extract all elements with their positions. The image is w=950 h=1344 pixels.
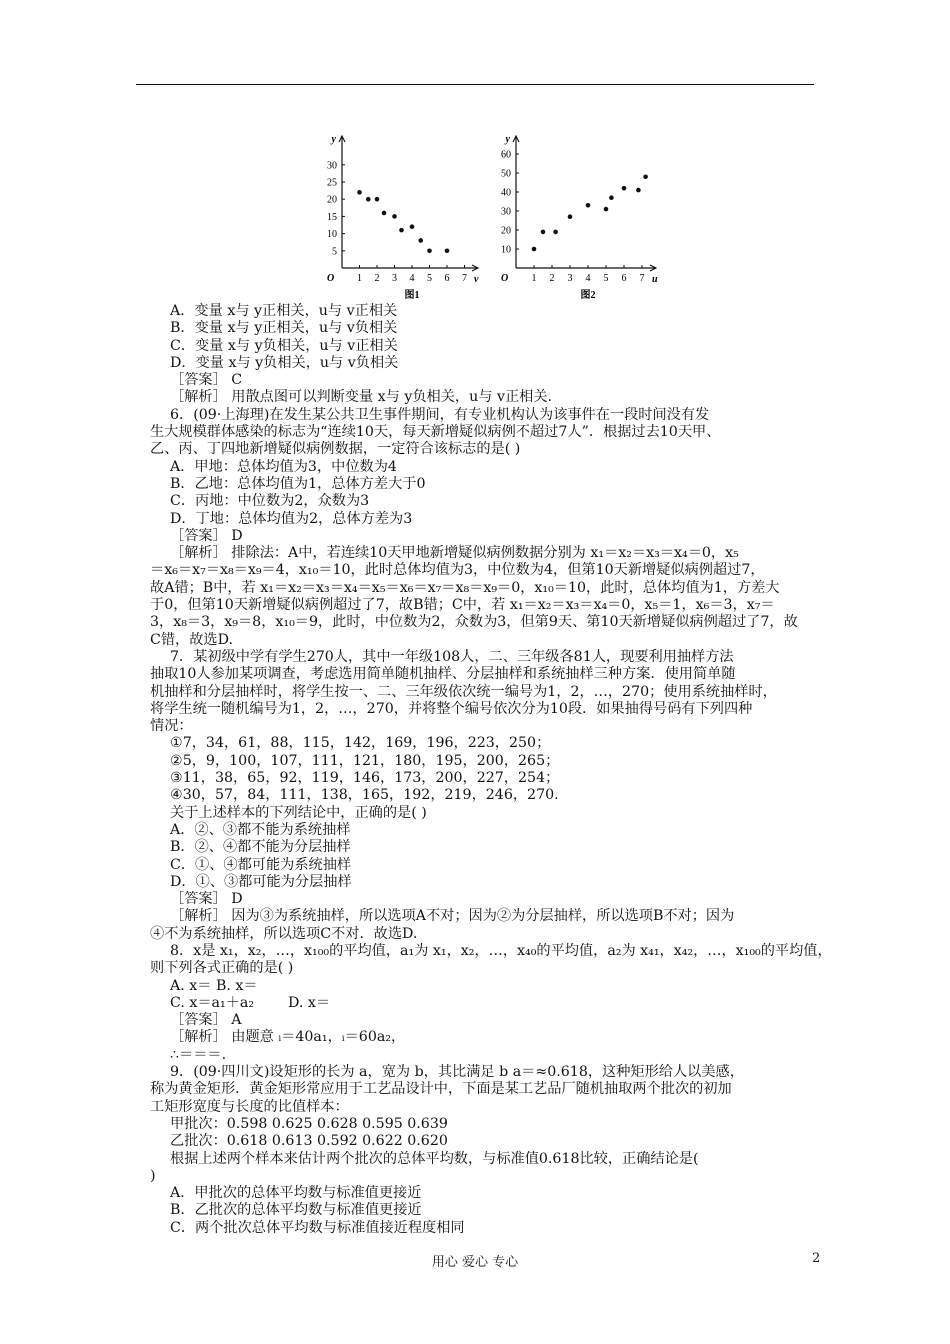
q7-option-a: A．②、③都不能为系统抽样	[170, 821, 351, 838]
q7-option-b: B．②、④都不能为分层抽样	[170, 839, 351, 856]
fig2-data-point	[532, 247, 537, 252]
q7-question: 关于上述样本的下列结论中，正确的是( )	[170, 804, 427, 821]
fig1-y-tick-label: 5	[332, 246, 337, 258]
fig1-x-tick-label: 6	[444, 273, 450, 284]
q7-option-d: D．①、③都可能为分层抽样	[170, 873, 352, 890]
fig2-data-point	[636, 188, 641, 193]
fig1-x-tick-label: 2	[374, 273, 380, 284]
q7-stem-line-5: 情况：	[150, 718, 193, 735]
fig1-y-tick-label: 25	[327, 177, 337, 189]
q5-option-d: D．变量 x与 y负相关，u与 v负相关	[170, 354, 399, 371]
fig2-data-point	[541, 230, 546, 235]
fig1-data-point	[418, 238, 423, 243]
q6-analysis-line-2: ＝x₆＝x₇＝x₈＝x₉＝4，x₁₀＝10，此时总体均值为3，中位数为4，但第10天新增疑似病例超过7，	[150, 562, 765, 579]
fig2-x-tick-label: 1	[531, 273, 537, 284]
fig2-origin: O	[501, 273, 509, 284]
fig1-data-point	[366, 197, 371, 202]
fig1-data-point	[375, 197, 380, 202]
q8-stem-line-2: 则下列各式正确的是( )	[150, 960, 294, 977]
fig2-y-tick-label: 60	[501, 149, 511, 161]
fig2-x-tick-label: 4	[585, 273, 591, 284]
fig1-data-point	[410, 224, 415, 229]
fig2-data-point	[586, 203, 591, 208]
q8-option-ab: A. x＝ B. x＝	[170, 977, 258, 994]
q8-option-d: D. x＝	[288, 994, 331, 1011]
q6-analysis-line-3: 故A错；B中，若 x₁＝x₂＝x₃＝x₄＝x₅＝x₆＝x₇＝x₈＝x₉＝0，x₁₀＝10，此时，总体均值为1，方差大	[150, 579, 780, 596]
q6-analysis-line-6: C错，故选D.	[150, 631, 233, 648]
q7-sample-2: ②5，9，100，107，111，121，180，195，200，265；	[170, 752, 560, 769]
fig2-data-point	[643, 175, 648, 180]
fig2-y-label: y	[505, 134, 510, 145]
fig1-data-point	[392, 214, 397, 219]
fig1-data-point	[427, 249, 432, 254]
q6-option-d: D．丁地：总体均值为2，总体方差为3	[170, 510, 413, 527]
fig2-data-point	[622, 186, 627, 191]
fig1-x-label: v	[474, 274, 479, 285]
footer-motto: 用心 爱心 专心	[431, 1255, 519, 1270]
q8-analysis-line-1: ［解析］ 由题意 ᵢ＝40a₁，ᵢ＝60a₂，	[170, 1029, 406, 1046]
q9-option-c: C．两个批次总体平均数与标准值接近程度相同	[170, 1219, 465, 1236]
fig2-data-point	[609, 195, 614, 200]
q9-batch-yi: 乙批次：0.618 0.613 0.592 0.622 0.620	[170, 1133, 448, 1150]
q5-option-c: C．变量 x与 y负相关，u与 v正相关	[170, 337, 398, 354]
q8-answer: ［答案］ A	[170, 1012, 242, 1029]
fig1-origin: O	[327, 273, 335, 284]
q6-option-a: A．甲地：总体均值为3，中位数为4	[170, 458, 397, 475]
q6-option-b: B．乙地：总体均值为1，总体方差大于0	[170, 475, 426, 492]
fig1-y-tick-label: 15	[327, 211, 337, 223]
q9-stem-line-3: 工矩形宽度与长度的比值样本：	[150, 1098, 349, 1115]
fig2-caption: 图2	[580, 290, 596, 301]
q7-sample-1: ①7，34，61，88，115，142，169，196，223，250；	[170, 735, 551, 752]
q7-sample-4: ④30，57，84，111，138，165，192，219，246，270.	[170, 787, 559, 804]
fig2-x-tick-label: 2	[549, 273, 555, 284]
q5-analysis: ［解析］ 用散点图可以判断变量 x与 y负相关，u与 v正相关.	[170, 389, 553, 406]
q6-analysis-line-1: ［解析］ 排除法：A中，若连续10天甲地新增疑似病例数据分别为 x₁＝x₂＝x₃＝x₄＝0，x₅	[170, 545, 739, 562]
fig1-x-tick-label: 3	[392, 273, 397, 284]
q6-stem-line-2: 生大规模群体感染的标志为“连续10天，每天新增疑似病例不超过7人”．根据过去10天甲、	[150, 424, 721, 441]
fig2-x-tick-label: 5	[603, 273, 609, 284]
q7-analysis-line-1: ［解析］ 因为③为系统抽样，所以选项A不对；因为②为分层抽样，所以选项B不对；因为	[170, 908, 735, 925]
fig2-y-tick-label: 30	[501, 206, 511, 218]
page-content	[150, 303, 830, 1237]
q6-stem-line-3: 乙、丙、丁四地新增疑似病例数据，一定符合该标志的是( )	[150, 441, 521, 458]
q5-option-b: B．变量 x与 y正相关，u与 v负相关	[170, 320, 398, 337]
fig2-x-tick-label: 6	[621, 273, 627, 284]
fig1-x-tick-label: 4	[409, 273, 415, 284]
q9-batch-jia: 甲批次：0.598 0.625 0.628 0.595 0.639	[170, 1115, 448, 1132]
q6-stem-line-1: 6．(09·上海理)在发生某公共卫生事件期间，有专业机构认为该事件在一段时间没有发	[170, 406, 710, 423]
q7-stem-line-4: 将学生统一随机编号为1，2，…，270，并将整个编号依次分为10段．如果抽得号码有下列四种	[150, 700, 753, 717]
q6-analysis-line-4: 于0，但第10天新增疑似病例超过了7，故B错；C中，若 x₁＝x₂＝x₃＝x₄＝0，x₅＝1，x₆＝3，x₇＝	[150, 597, 775, 614]
q9-option-a: A．甲批次的总体平均数与标准值更接近	[170, 1185, 422, 1202]
fig1-data-point	[357, 190, 362, 195]
q6-analysis-line-5: 3，x₈＝3，x₉＝8，x₁₀＝9，此时，中位数为2，众数为3，但第9天、第10天新增疑似病例超过了7，故	[150, 614, 798, 631]
q7-sample-3: ③11，38，65，92，119，146，173，200，227，254；	[170, 770, 560, 787]
q7-answer: ［答案］ D	[170, 891, 243, 908]
fig2-y-tick-label: 20	[501, 225, 511, 237]
header-rule	[136, 84, 814, 85]
q8-analysis-line-2: ∴＝＝＝.	[170, 1046, 227, 1063]
q9-stem-line-2: 称为黄金矩形．黄金矩形常应用于工艺品设计中，下面是某工艺品厂随机抽取两个批次的初加	[150, 1081, 732, 1098]
fig2-x-tick-label: 3	[567, 273, 573, 284]
q7-stem-line-3: 机抽样和分层抽样时，将学生按一、二、三年级依次统一编号为1，2，…，270；使用系统抽样时，	[150, 683, 777, 700]
fig2-y-tick-label: 40	[501, 187, 511, 199]
fig2-x-label: u	[652, 274, 658, 285]
fig2-y-tick-label: 50	[501, 168, 511, 180]
fig1-data-point	[399, 228, 404, 233]
fig1-caption: 图1	[404, 290, 420, 301]
fig1-x-tick-label: 7	[462, 273, 467, 284]
q6-answer: ［答案］ D	[170, 527, 243, 544]
q9-stem-line-1: 9．(09·四川文)设矩形的长为 a，宽为 b，其比满足 b a＝≈0.618，这种矩形给人以美感，	[170, 1064, 744, 1081]
q8-stem-line-1: 8．x是 x₁，x₂，…，x₁₀₀的平均值，a₁为 x₁，x₂，…，x₄₀的平均值，a₂为 x₄₁，x₄₂，…，x₁₀₀的平均值，	[170, 942, 832, 959]
fig1-data-point	[382, 211, 387, 216]
q7-stem-line-1: 7．某初级中学有学生270人，其中一年级108人，二、三年级各81人，现要利用抽样方法	[170, 648, 734, 665]
fig2-x-tick-label: 7	[639, 273, 645, 284]
fig1-y-tick-label: 20	[327, 194, 337, 206]
scatter-figures	[320, 128, 680, 302]
fig2-data-point	[568, 214, 573, 219]
fig1-y-tick-label: 10	[327, 229, 337, 241]
fig1-data-point	[445, 249, 450, 254]
q9-option-b: B．乙批次的总体平均数与标准值更接近	[170, 1202, 422, 1219]
fig1-y-label: y	[331, 134, 336, 145]
q6-option-c: C．丙地：中位数为2，众数为3	[170, 493, 370, 510]
q7-option-c: C．①、④都可能为系统抽样	[170, 856, 352, 873]
fig1-y-tick-label: 30	[327, 160, 337, 172]
q5-option-a: A．变量 x与 y正相关，u与 v正相关	[170, 303, 398, 319]
q8-option-c: C. x＝a₁＋a₂	[170, 994, 255, 1011]
page-number: 2	[812, 1251, 821, 1266]
q5-answer: ［答案］ C	[170, 372, 243, 389]
q8-option-cd	[150, 995, 830, 1012]
q9-question-line-2: )	[150, 1167, 156, 1184]
q9-question-line-1: 根据上述两个样本来估计两个批次的总体平均数，与标准值0.618比较，正确结论是(	[170, 1150, 699, 1167]
scatter-plots-svg	[320, 128, 680, 302]
q7-analysis-line-2: ④不为系统抽样，所以选项C不对．故选D.	[150, 925, 418, 942]
fig1-x-tick-label: 1	[357, 273, 362, 284]
fig2-data-point	[553, 230, 558, 235]
q7-stem-line-2: 抽取10人参加某项调查，考虑选用简单随机抽样、分层抽样和系统抽样三种方案．使用简单随	[150, 666, 736, 683]
fig1-x-tick-label: 5	[427, 273, 432, 284]
fig2-y-tick-label: 10	[501, 244, 511, 256]
fig2-data-point	[604, 207, 609, 212]
